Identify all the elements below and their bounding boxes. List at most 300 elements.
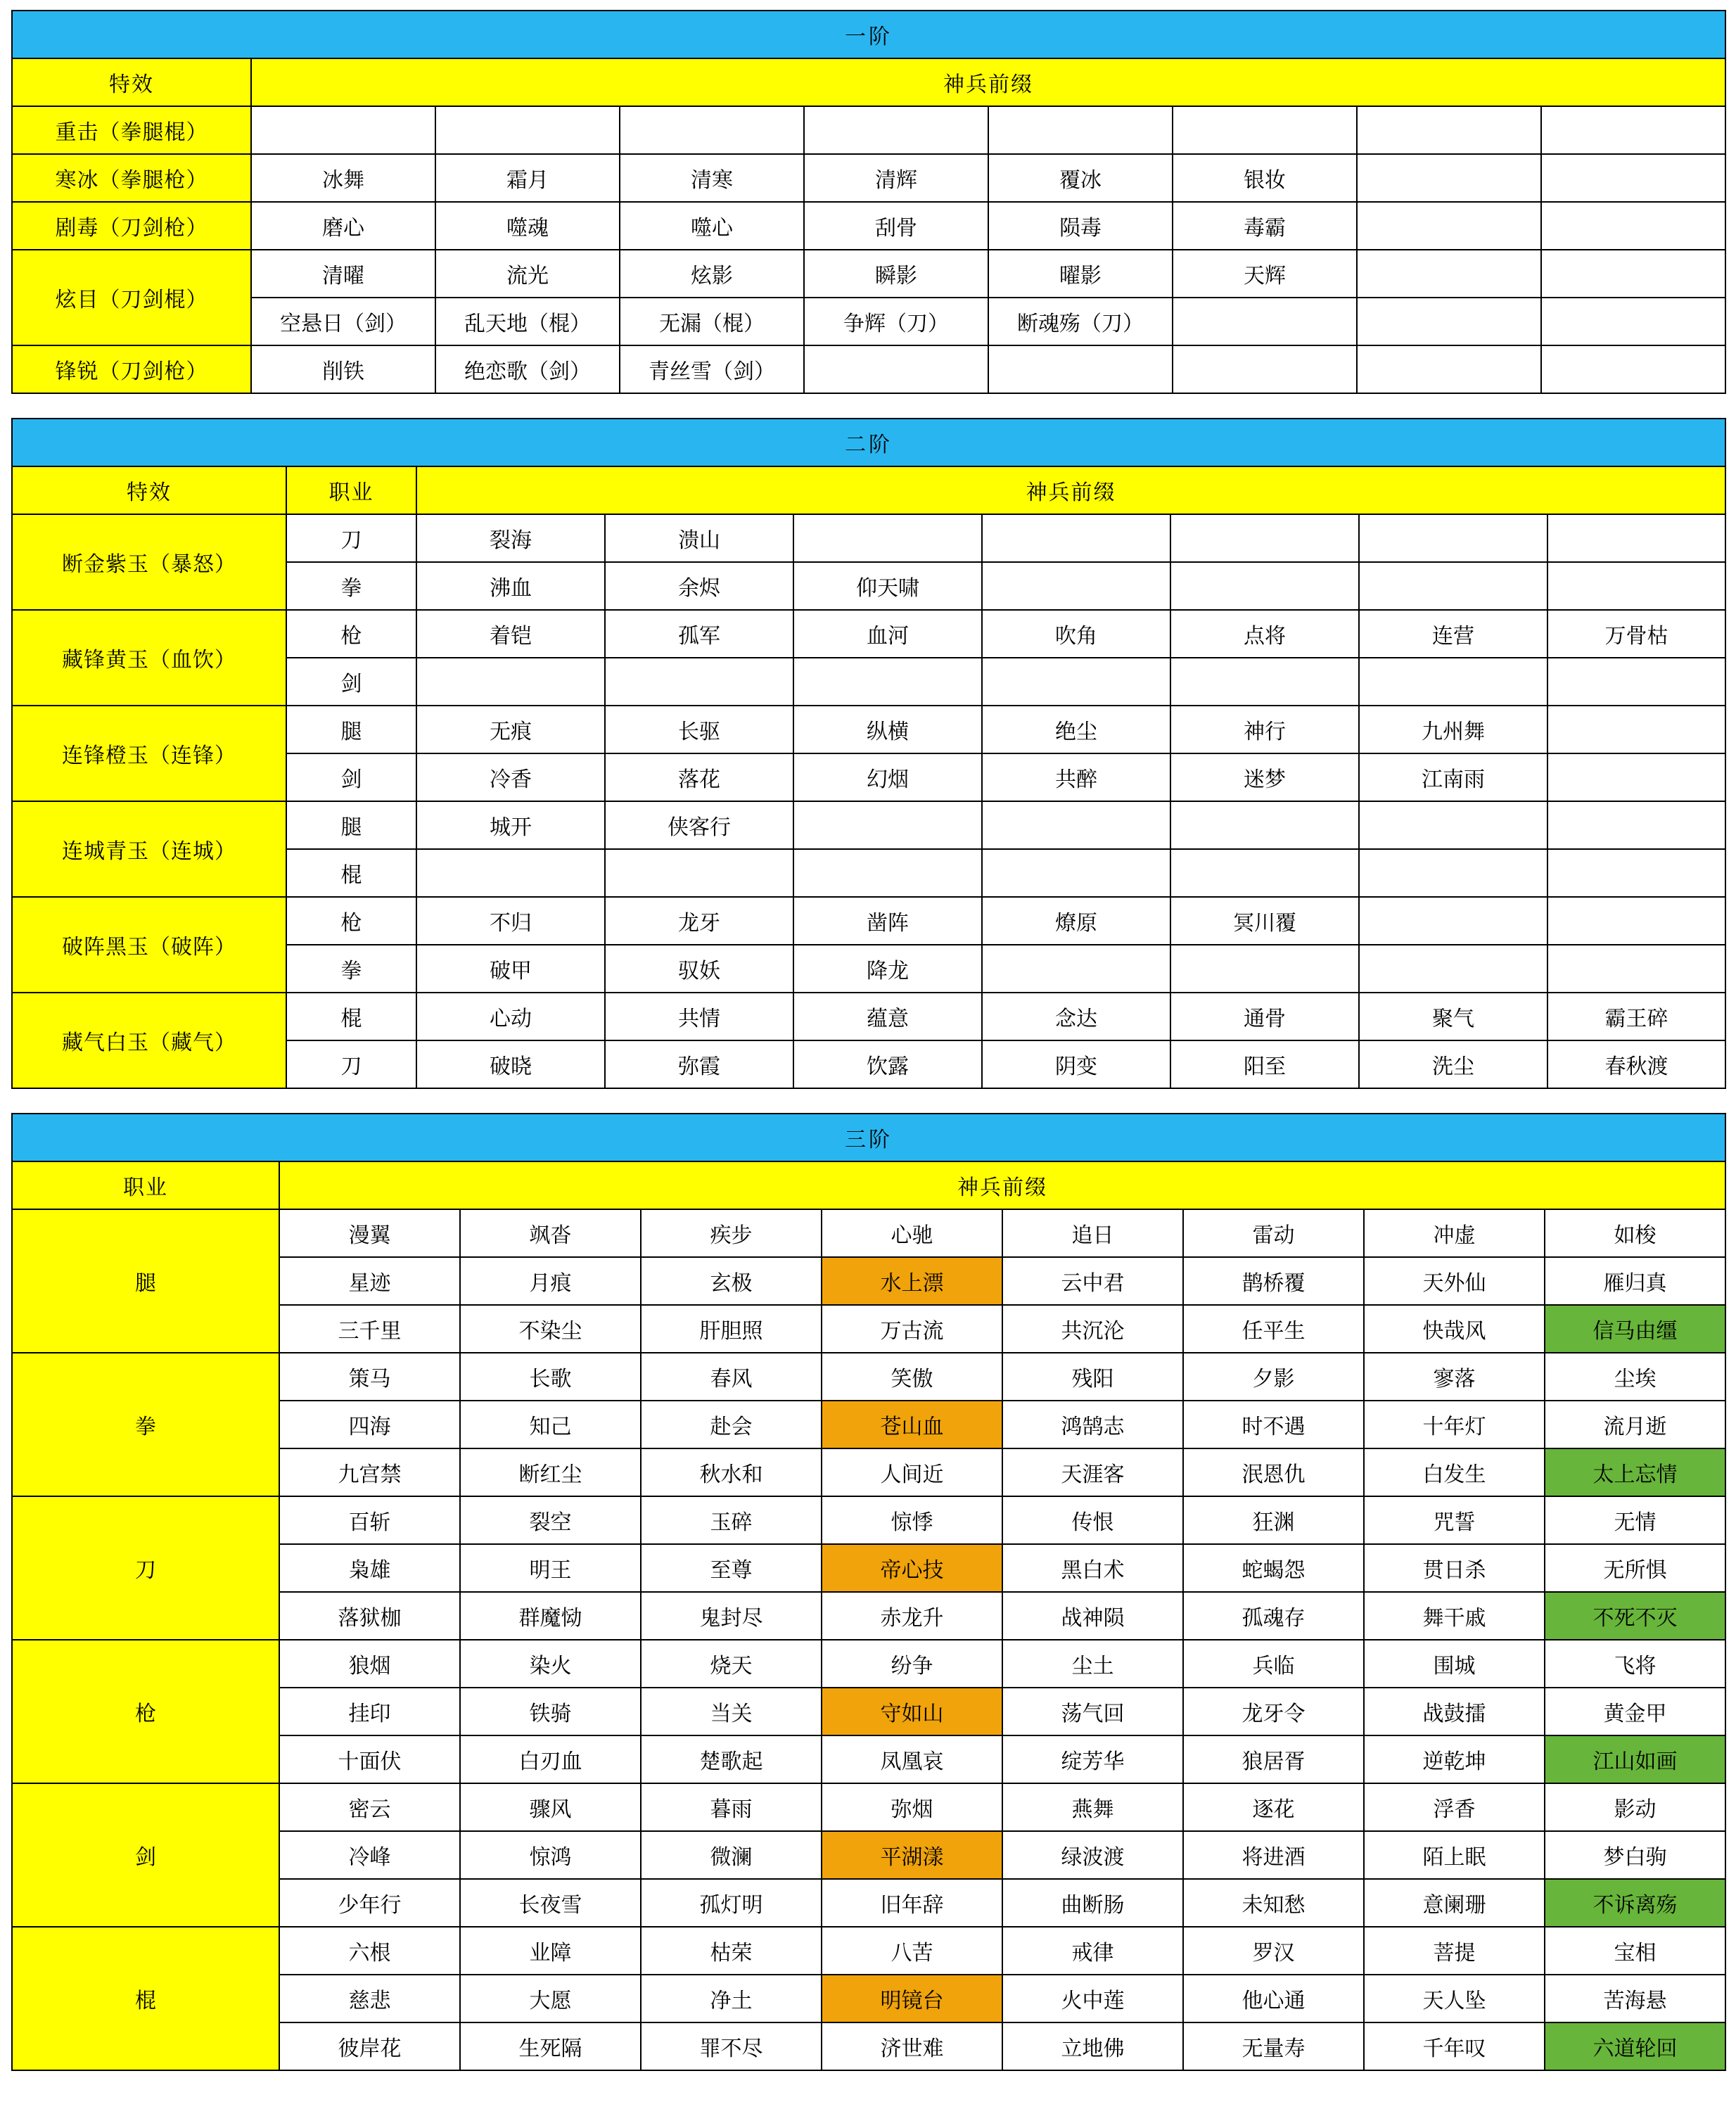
tier1-title: 一阶: [12, 11, 1725, 58]
prefix-cell: 刮骨: [804, 202, 988, 250]
prefix-cell: 无漏（棍）: [620, 298, 804, 345]
table-row: [12, 897, 1725, 945]
prefix-cell: 无量寿: [1183, 2022, 1364, 2070]
prefix-cell: 惊鸿: [460, 1831, 641, 1879]
prefix-cell: 孤军: [605, 610, 793, 658]
prefix-cell: [1170, 514, 1359, 562]
prefix-cell: 龙牙: [605, 897, 793, 945]
table-row: [12, 1209, 1725, 1257]
tier2-title: 二阶: [12, 419, 1725, 466]
prefix-cell: [605, 849, 793, 897]
prefix-cell: 百斩: [279, 1496, 460, 1544]
prefix-cell: 意阑珊: [1364, 1879, 1545, 1927]
tier1-row-label: 重击（拳腿棍）: [12, 106, 251, 154]
prefix-cell: 清曜: [251, 250, 435, 298]
prefix-cell: [416, 658, 605, 706]
prefix-cell: 凤凰哀: [822, 1735, 1002, 1783]
table-row: [12, 345, 1725, 393]
prefix-cell: 血河: [793, 610, 982, 658]
prefix-cell: [1359, 897, 1547, 945]
prefix-cell: [1359, 945, 1547, 993]
prefix-cell: 无情: [1545, 1496, 1725, 1544]
prefix-cell: 兵临: [1183, 1640, 1364, 1688]
prefix-cell: 绿波渡: [1002, 1831, 1183, 1879]
prefix-cell: 飞将: [1545, 1640, 1725, 1688]
prefix-cell: 九州舞: [1359, 706, 1547, 753]
prefix-cell: 破甲: [416, 945, 605, 993]
prefix-cell: 万古流: [822, 1305, 1002, 1353]
table-row: [12, 1927, 1725, 1975]
prefix-cell: 降龙: [793, 945, 982, 993]
prefix-cell: 炫影: [620, 250, 804, 298]
tier3-table: [11, 1113, 1726, 2071]
prefix-cell: 空悬日（剑）: [251, 298, 435, 345]
prefix-cell: [1359, 801, 1547, 849]
prefix-cell: 霸王碎: [1547, 993, 1725, 1040]
prefix-cell: 彼岸花: [279, 2022, 460, 2070]
prefix-cell: 长夜雪: [460, 1879, 641, 1927]
prefix-cell: 侠客行: [605, 801, 793, 849]
prefix-cell-highlight: 守如山: [822, 1688, 1002, 1735]
prefix-cell: 霜月: [435, 154, 620, 202]
prefix-cell: 江南雨: [1359, 753, 1547, 801]
prefix-cell: 溃山: [605, 514, 793, 562]
tier3-title-row: [12, 1114, 1725, 1161]
tier3-job-header: 职业: [12, 1161, 279, 1209]
prefix-cell: 争辉（刀）: [804, 298, 988, 345]
tier1-row-label: 寒冰（拳腿枪）: [12, 154, 251, 202]
prefix-cell: 星迹: [279, 1257, 460, 1305]
prefix-cell: 蛇蝎怨: [1183, 1544, 1364, 1592]
prefix-cell: 陨毒: [988, 202, 1173, 250]
prefix-cell: 如梭: [1545, 1209, 1725, 1257]
prefix-cell: 长歌: [460, 1353, 641, 1401]
prefix-cell: 磨心: [251, 202, 435, 250]
prefix-cell: 骤风: [460, 1783, 641, 1831]
prefix-cell: 鸿鹄志: [1002, 1401, 1183, 1448]
prefix-cell-highlight: 不诉离殇: [1545, 1879, 1725, 1927]
prefix-cell: [1357, 250, 1541, 298]
tier2-prefix-header: 神兵前缀: [416, 466, 1725, 514]
prefix-cell: 咒誓: [1364, 1496, 1545, 1544]
prefix-cell: 冲虚: [1364, 1209, 1545, 1257]
prefix-cell: 战神陨: [1002, 1592, 1183, 1640]
prefix-cell: 仰天啸: [793, 562, 982, 610]
prefix-cell: 断红尘: [460, 1448, 641, 1496]
prefix-cell: [416, 849, 605, 897]
prefix-cell: 雁归真: [1545, 1257, 1725, 1305]
prefix-cell: 弥烟: [822, 1783, 1002, 1831]
prefix-cell: 人间近: [822, 1448, 1002, 1496]
prefix-cell: [1357, 202, 1541, 250]
prefix-cell-highlight: 江山如画: [1545, 1735, 1725, 1783]
prefix-cell: 传恨: [1002, 1496, 1183, 1544]
prefix-cell: 清辉: [804, 154, 988, 202]
prefix-cell-highlight: 苍山血: [822, 1401, 1002, 1448]
prefix-cell: 冥川覆: [1170, 897, 1359, 945]
prefix-cell: 绽芳华: [1002, 1735, 1183, 1783]
tier2-header-row: [12, 466, 1725, 514]
table-row: [12, 801, 1725, 849]
prefix-cell: 心动: [416, 993, 605, 1040]
prefix-cell: 罪不尽: [641, 2022, 822, 2070]
prefix-cell: 纷争: [822, 1640, 1002, 1688]
prefix-cell: 沸血: [416, 562, 605, 610]
prefix-cell-highlight: 太上忘情: [1545, 1448, 1725, 1496]
prefix-cell: [1541, 298, 1725, 345]
prefix-cell: 纵横: [793, 706, 982, 753]
prefix-cell: [793, 658, 982, 706]
prefix-cell: 挂印: [279, 1688, 460, 1735]
prefix-cell: 当关: [641, 1688, 822, 1735]
prefix-cell: 赤龙升: [822, 1592, 1002, 1640]
table-row: [12, 1496, 1725, 1544]
prefix-cell: 黑白术: [1002, 1544, 1183, 1592]
tier3-job-label: 剑: [12, 1783, 279, 1927]
prefix-cell: [988, 106, 1173, 154]
prefix-cell: 洗尘: [1359, 1040, 1547, 1088]
prefix-cell: [804, 345, 988, 393]
prefix-cell: [1547, 849, 1725, 897]
prefix-cell: 暮雨: [641, 1783, 822, 1831]
prefix-cell: [1173, 106, 1357, 154]
prefix-cell: 共醉: [982, 753, 1170, 801]
prefix-cell: [1547, 562, 1725, 610]
prefix-cell: 大愿: [460, 1975, 641, 2022]
prefix-cell: [1170, 562, 1359, 610]
prefix-cell: [1357, 106, 1541, 154]
prefix-cell: 将进酒: [1183, 1831, 1364, 1879]
prefix-cell: 雷动: [1183, 1209, 1364, 1257]
prefix-cell: 三千里: [279, 1305, 460, 1353]
prefix-cell: 明王: [460, 1544, 641, 1592]
tier2-job-cell: 拳: [286, 562, 416, 610]
prefix-cell: 尘土: [1002, 1640, 1183, 1688]
prefix-cell: [1541, 106, 1725, 154]
prefix-cell: 清寒: [620, 154, 804, 202]
prefix-cell: [1547, 753, 1725, 801]
tier3-job-label: 腿: [12, 1209, 279, 1353]
prefix-cell: 慈悲: [279, 1975, 460, 2022]
prefix-cell: 蕴意: [793, 993, 982, 1040]
prefix-cell: [982, 801, 1170, 849]
prefix-cell: [982, 849, 1170, 897]
prefix-cell: 笑傲: [822, 1353, 1002, 1401]
prefix-cell-highlight: 六道轮回: [1545, 2022, 1725, 2070]
tier2-job-cell: 刀: [286, 1040, 416, 1088]
prefix-cell: 曲断肠: [1002, 1879, 1183, 1927]
prefix-cell: 楚歌起: [641, 1735, 822, 1783]
tier1-effect-header: 特效: [12, 58, 251, 106]
prefix-cell: [1547, 658, 1725, 706]
tier2-job-cell: 腿: [286, 801, 416, 849]
prefix-cell: 青丝雪（剑）: [620, 345, 804, 393]
prefix-cell: 火中莲: [1002, 1975, 1183, 2022]
prefix-cell: 不归: [416, 897, 605, 945]
prefix-cell: 天人坠: [1364, 1975, 1545, 2022]
prefix-cell: 龙牙令: [1183, 1688, 1364, 1735]
prefix-cell: 凿阵: [793, 897, 982, 945]
prefix-cell: 立地佛: [1002, 2022, 1183, 2070]
prefix-cell: 罗汉: [1183, 1927, 1364, 1975]
prefix-cell: 吹角: [982, 610, 1170, 658]
tier3-job-label: 拳: [12, 1353, 279, 1496]
prefix-cell: [804, 106, 988, 154]
prefix-cell: 无痕: [416, 706, 605, 753]
prefix-cell: [1541, 154, 1725, 202]
prefix-cell: [1547, 897, 1725, 945]
prefix-cell: 天外仙: [1364, 1257, 1545, 1305]
prefix-cell: 白发生: [1364, 1448, 1545, 1496]
prefix-cell: 白刃血: [460, 1735, 641, 1783]
prefix-cell: 狼居胥: [1183, 1735, 1364, 1783]
prefix-cell-highlight: 帝心技: [822, 1544, 1002, 1592]
prefix-cell: 弥霞: [605, 1040, 793, 1088]
prefix-cell: 通骨: [1170, 993, 1359, 1040]
prefix-cell: [793, 514, 982, 562]
prefix-cell: 鬼封尽: [641, 1592, 822, 1640]
prefix-cell: 密云: [279, 1783, 460, 1831]
prefix-cell: 迷梦: [1170, 753, 1359, 801]
prefix-cell: [1357, 298, 1541, 345]
tier2-job-cell: 棍: [286, 993, 416, 1040]
tier2-job-header: 职业: [286, 466, 416, 514]
prefix-cell: [1357, 345, 1541, 393]
prefix-cell: 狼烟: [279, 1640, 460, 1688]
tier3-job-label: 枪: [12, 1640, 279, 1783]
prefix-cell: 未知愁: [1183, 1879, 1364, 1927]
prefix-cell: 陌上眠: [1364, 1831, 1545, 1879]
prefix-cell: 春秋渡: [1547, 1040, 1725, 1088]
prefix-cell: 共沉沦: [1002, 1305, 1183, 1353]
prefix-cell: 六根: [279, 1927, 460, 1975]
prefix-cell: 长驱: [605, 706, 793, 753]
prefix-cell: 幻烟: [793, 753, 982, 801]
prefix-cell: 微澜: [641, 1831, 822, 1879]
prefix-cell: [1547, 945, 1725, 993]
table-row: [12, 1640, 1725, 1688]
prefix-cell: 战鼓擂: [1364, 1688, 1545, 1735]
prefix-cell: 十年灯: [1364, 1401, 1545, 1448]
tier1-row-label: 剧毒（刀剑枪）: [12, 202, 251, 250]
prefix-cell: 旧年辞: [822, 1879, 1002, 1927]
prefix-cell: 菩提: [1364, 1927, 1545, 1975]
prefix-cell: 快哉风: [1364, 1305, 1545, 1353]
prefix-cell: 覆冰: [988, 154, 1173, 202]
table-row: [12, 514, 1725, 562]
prefix-cell: 心驰: [822, 1209, 1002, 1257]
prefix-cell: 鹊桥覆: [1183, 1257, 1364, 1305]
prefix-cell: [1541, 202, 1725, 250]
tier3-header-row: [12, 1161, 1725, 1209]
tier2-job-cell: 剑: [286, 658, 416, 706]
prefix-cell: 玉碎: [641, 1496, 822, 1544]
prefix-cell: [1170, 945, 1359, 993]
table-row: [12, 202, 1725, 250]
prefix-cell: 苦海悬: [1545, 1975, 1725, 2022]
prefix-cell: 时不遇: [1183, 1401, 1364, 1448]
tier2-job-cell: 枪: [286, 897, 416, 945]
prefix-cell: 影动: [1545, 1783, 1725, 1831]
prefix-cell: [1541, 250, 1725, 298]
prefix-cell: [620, 106, 804, 154]
tier2-job-cell: 刀: [286, 514, 416, 562]
table-row: [12, 1353, 1725, 1401]
prefix-cell: 破晓: [416, 1040, 605, 1088]
prefix-cell: 疾步: [641, 1209, 822, 1257]
prefix-cell: 烧天: [641, 1640, 822, 1688]
tier1-row-label: 锋锐（刀剑枪）: [12, 345, 251, 393]
tier2-table: [11, 418, 1726, 1089]
prefix-cell: 流光: [435, 250, 620, 298]
tier2-effect-label: 藏锋黄玉（血饮）: [12, 610, 286, 706]
tier2-effect-header: 特效: [12, 466, 286, 514]
prefix-cell: [1359, 849, 1547, 897]
prefix-cell-highlight: 信马由缰: [1545, 1305, 1725, 1353]
prefix-cell: 落狱枷: [279, 1592, 460, 1640]
prefix-cell: 冷峰: [279, 1831, 460, 1879]
prefix-cell: 月痕: [460, 1257, 641, 1305]
prefix-cell: [605, 658, 793, 706]
tier3-prefix-header: 神兵前缀: [279, 1161, 1725, 1209]
tier2-title-row: [12, 419, 1725, 466]
prefix-cell: [1170, 658, 1359, 706]
prefix-cell: [982, 562, 1170, 610]
prefix-cell: 断魂殇（刀）: [988, 298, 1173, 345]
prefix-cell: 削铁: [251, 345, 435, 393]
prefix-cell: 肝胆照: [641, 1305, 822, 1353]
prefix-cell: 点将: [1170, 610, 1359, 658]
prefix-cell: 饮露: [793, 1040, 982, 1088]
prefix-cell: 赴会: [641, 1401, 822, 1448]
prefix-cell: 业障: [460, 1927, 641, 1975]
prefix-cell: [1359, 658, 1547, 706]
prefix-cell: 神行: [1170, 706, 1359, 753]
prefix-cell: 飒沓: [460, 1209, 641, 1257]
prefix-cell: 天辉: [1173, 250, 1357, 298]
table-row: [12, 610, 1725, 658]
table-row: [12, 106, 1725, 154]
table-row: [12, 1783, 1725, 1831]
tier2-job-cell: 拳: [286, 945, 416, 993]
prefix-cell: 他心通: [1183, 1975, 1364, 2022]
prefix-cell: 八苦: [822, 1927, 1002, 1975]
prefix-cell: [1173, 345, 1357, 393]
prefix-cell: 枯荣: [641, 1927, 822, 1975]
prefix-cell: 贯日杀: [1364, 1544, 1545, 1592]
prefix-cell: 逆乾坤: [1364, 1735, 1545, 1783]
tier3-job-label: 棍: [12, 1927, 279, 2070]
prefix-cell: 连营: [1359, 610, 1547, 658]
table-row: [12, 298, 1725, 345]
tier1-header-row: [12, 58, 1725, 106]
prefix-cell: [435, 106, 620, 154]
prefix-cell: 余烬: [605, 562, 793, 610]
prefix-cell: 夕影: [1183, 1353, 1364, 1401]
prefix-cell: 残阳: [1002, 1353, 1183, 1401]
prefix-cell: 阳至: [1170, 1040, 1359, 1088]
tier1-table: [11, 10, 1726, 394]
prefix-cell: 噬魂: [435, 202, 620, 250]
prefix-cell: [982, 945, 1170, 993]
prefix-cell: 冷香: [416, 753, 605, 801]
prefix-cell: 冰舞: [251, 154, 435, 202]
prefix-cell: 策马: [279, 1353, 460, 1401]
prefix-cell: 尘埃: [1545, 1353, 1725, 1401]
prefix-cell: [1357, 154, 1541, 202]
prefix-cell: 着铠: [416, 610, 605, 658]
prefix-cell: 不染尘: [460, 1305, 641, 1353]
prefix-cell: 千年叹: [1364, 2022, 1545, 2070]
tier2-job-cell: 枪: [286, 610, 416, 658]
prefix-cell: [982, 514, 1170, 562]
prefix-cell: [793, 801, 982, 849]
tier1-prefix-header: 神兵前缀: [251, 58, 1725, 106]
prefix-cell: 共情: [605, 993, 793, 1040]
prefix-cell: 孤魂存: [1183, 1592, 1364, 1640]
prefix-cell: [251, 106, 435, 154]
prefix-cell: 云中君: [1002, 1257, 1183, 1305]
prefix-cell: 玄极: [641, 1257, 822, 1305]
prefix-cell: 孤灯明: [641, 1879, 822, 1927]
prefix-cell: 生死隔: [460, 2022, 641, 2070]
table-row: [12, 706, 1725, 753]
tier2-effect-label: 断金紫玉（暴怒）: [12, 514, 286, 610]
prefix-cell: 宝相: [1545, 1927, 1725, 1975]
prefix-cell: 至尊: [641, 1544, 822, 1592]
prefix-cell: 围城: [1364, 1640, 1545, 1688]
prefix-cell: 流月逝: [1545, 1401, 1725, 1448]
tier2-job-cell: 棍: [286, 849, 416, 897]
prefix-cell: 少年行: [279, 1879, 460, 1927]
prefix-cell: 四海: [279, 1401, 460, 1448]
prefix-cell: 逐花: [1183, 1783, 1364, 1831]
table-row: [12, 154, 1725, 202]
prefix-cell: [1547, 514, 1725, 562]
prefix-cell-highlight: 明镜台: [822, 1975, 1002, 2022]
prefix-cell: 狂渊: [1183, 1496, 1364, 1544]
prefix-cell: 驭妖: [605, 945, 793, 993]
table-row: [12, 250, 1725, 298]
prefix-cell: 任平生: [1183, 1305, 1364, 1353]
prefix-cell-highlight: 水上漂: [822, 1257, 1002, 1305]
prefix-cell: 万骨枯: [1547, 610, 1725, 658]
prefix-cell: 天涯客: [1002, 1448, 1183, 1496]
prefix-cell: 绝尘: [982, 706, 1170, 753]
prefix-cell-highlight: 不死不灭: [1545, 1592, 1725, 1640]
prefix-cell: 瞬影: [804, 250, 988, 298]
prefix-cell: [982, 658, 1170, 706]
prefix-cell: 念达: [982, 993, 1170, 1040]
tier2-effect-label: 藏气白玉（藏气）: [12, 993, 286, 1088]
prefix-cell: [1359, 514, 1547, 562]
prefix-cell: [793, 849, 982, 897]
prefix-cell-highlight: 平湖漾: [822, 1831, 1002, 1879]
prefix-cell: 戒律: [1002, 1927, 1183, 1975]
prefix-cell: 知己: [460, 1401, 641, 1448]
prefix-cell: [1173, 298, 1357, 345]
prefix-cell: [1541, 345, 1725, 393]
table-row: [12, 993, 1725, 1040]
prefix-cell: 无所惧: [1545, 1544, 1725, 1592]
prefix-cell: 漫翼: [279, 1209, 460, 1257]
prefix-cell: 追日: [1002, 1209, 1183, 1257]
prefix-cell: 曜影: [988, 250, 1173, 298]
tier1-title-row: [12, 11, 1725, 58]
prefix-cell: 铁骑: [460, 1688, 641, 1735]
prefix-cell: 裂空: [460, 1496, 641, 1544]
prefix-cell: [1170, 801, 1359, 849]
